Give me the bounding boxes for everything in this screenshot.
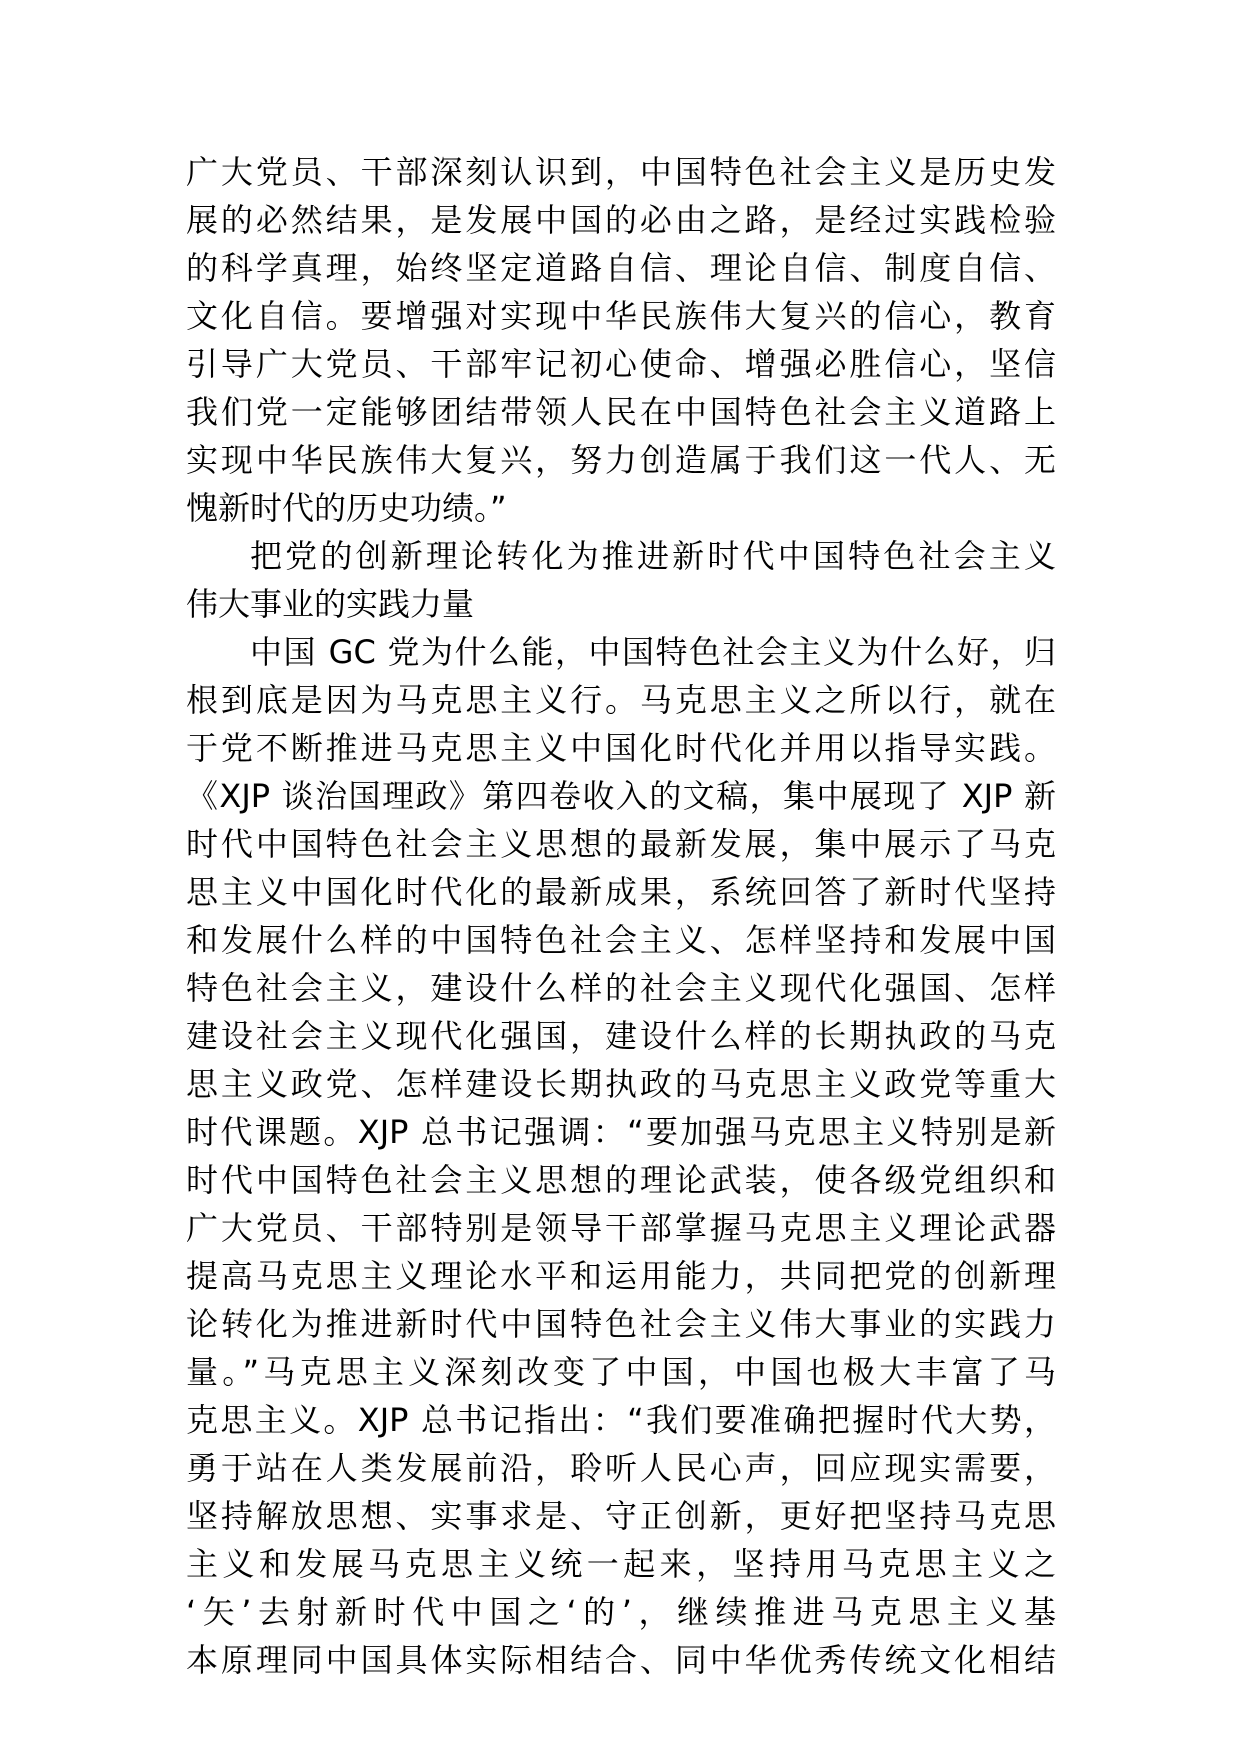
text-line: 时代课题。XJP 总书记强调：“要加强马克思主义特别是新 (186, 1113, 1056, 1151)
text-line: ‘矢’去射新时代中国之‘的’，继续推进马克思主义基 (186, 1593, 1056, 1631)
paragraph-start-line: 中国 GC 党为什么能，中国特色社会主义为什么好，归 (250, 633, 1056, 671)
text-line: 坚持解放思想、实事求是、守正创新，更好把坚持马克思 (186, 1497, 1056, 1535)
text-line: 于党不断推进马克思主义中国化时代化并用以指导实践。 (186, 729, 1056, 767)
text-line: 思主义中国化时代化的最新成果，系统回答了新时代坚持 (186, 873, 1056, 911)
text-line: 建设社会主义现代化强国，建设什么样的长期执政的马克 (186, 1017, 1056, 1055)
text-line: 和发展什么样的中国特色社会主义、怎样坚持和发展中国 (186, 921, 1056, 959)
text-line: 《XJP 谈治国理政》第四卷收入的文稿，集中展现了 XJP 新 (186, 777, 1056, 815)
text-line: 文化自信。要增强对实现中华民族伟大复兴的信心，教育 (186, 297, 1056, 335)
text-line: 思主义政党、怎样建设长期执政的马克思主义政党等重大 (186, 1065, 1056, 1103)
text-line: 克思主义。XJP 总书记指出：“我们要准确把握时代大势， (186, 1401, 1056, 1439)
text-line: 愧新时代的历史功绩。” (186, 489, 507, 527)
section-heading-line: 把党的创新理论转化为推进新时代中国特色社会主义 (250, 537, 1056, 575)
text-line: 展的必然结果，是发展中国的必由之路，是经过实践检验 (186, 201, 1056, 239)
text-line: 提高马克思主义理论水平和运用能力，共同把党的创新理 (186, 1257, 1056, 1295)
text-line: 本原理同中国具体实际相结合、同中华优秀传统文化相结 (186, 1641, 1056, 1679)
text-line: 主义和发展马克思主义统一起来，坚持用马克思主义之 (186, 1545, 1056, 1583)
text-line: 的科学真理，始终坚定道路自信、理论自信、制度自信、 (186, 249, 1056, 287)
section-heading-line: 伟大事业的实践力量 (186, 585, 475, 623)
text-line: 勇于站在人类发展前沿，聆听人民心声，回应现实需要， (186, 1449, 1056, 1487)
text-line: 时代中国特色社会主义思想的最新发展，集中展示了马克 (186, 825, 1056, 863)
text-line: 广大党员、干部深刻认识到，中国特色社会主义是历史发 (186, 153, 1056, 191)
text-line: 根到底是因为马克思主义行。马克思主义之所以行，就在 (186, 681, 1056, 719)
body-text (186, 148, 1056, 1684)
text-line: 特色社会主义，建设什么样的社会主义现代化强国、怎样 (186, 969, 1056, 1007)
text-line: 广大党员、干部特别是领导干部掌握马克思主义理论武器 (186, 1209, 1056, 1247)
text-line: 时代中国特色社会主义思想的理论武装，使各级党组织和 (186, 1161, 1056, 1199)
text-line: 实现中华民族伟大复兴，努力创造属于我们这一代人、无 (186, 441, 1056, 479)
text-line: 论转化为推进新时代中国特色社会主义伟大事业的实践力 (186, 1305, 1056, 1343)
text-line: 我们党一定能够团结带领人民在中国特色社会主义道路上 (186, 393, 1056, 431)
text-line: 引导广大党员、干部牢记初心使命、增强必胜信心，坚信 (186, 345, 1056, 383)
text-line: 量。”马克思主义深刻改变了中国，中国也极大丰富了马 (186, 1353, 1056, 1391)
